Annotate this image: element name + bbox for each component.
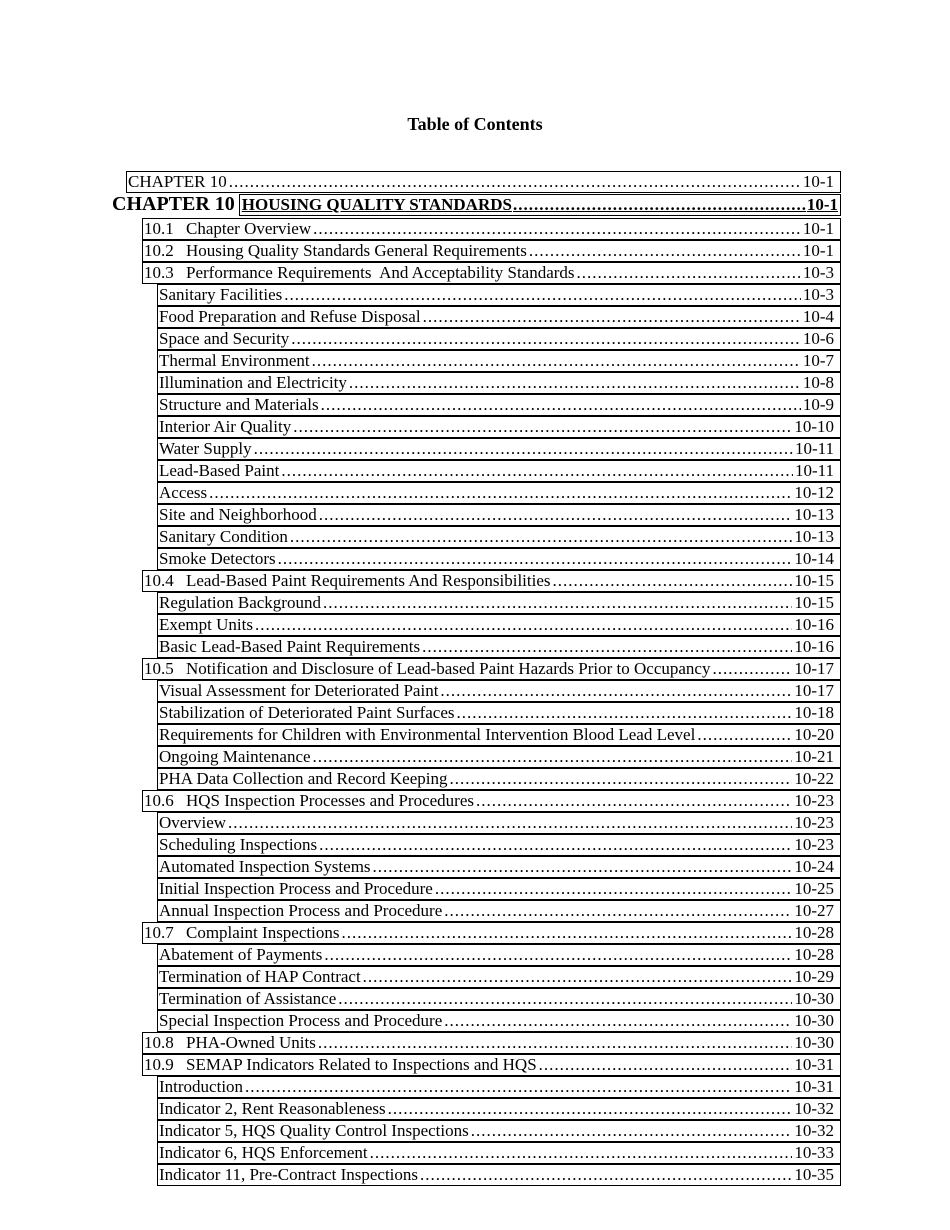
toc-entry-title: Food Preparation and Refuse Disposal <box>159 307 421 326</box>
toc-entry-page: 10-30 <box>794 1011 834 1030</box>
dot-leader <box>319 835 792 855</box>
toc-entry-page: 10-12 <box>794 483 834 502</box>
toc-section-entry[interactable] <box>142 1032 841 1054</box>
toc-entry-page: 10-8 <box>802 373 834 392</box>
toc-subsection-entry[interactable] <box>157 1010 841 1032</box>
toc-entry-number: 10.9 <box>144 1055 174 1074</box>
toc-subsection-entry[interactable] <box>157 812 841 834</box>
toc-entry-label <box>158 879 433 899</box>
toc-entry-page: 10-20 <box>794 725 834 744</box>
dot-leader <box>388 1099 793 1119</box>
toc-entry-page: 10-1 <box>802 241 834 260</box>
toc-entry-page: 10-27 <box>794 901 834 920</box>
toc-subsection-entry[interactable] <box>157 768 841 790</box>
toc-entry-title: Indicator 11, Pre-Contract Inspections <box>159 1165 419 1184</box>
toc-subsection-entry[interactable] <box>157 328 841 350</box>
toc-entry-label <box>158 549 276 569</box>
toc-entry-page: 10-28 <box>794 923 834 942</box>
toc-entry-page: 10-24 <box>794 857 834 876</box>
dot-leader <box>422 637 792 657</box>
chapter-heading-title-box <box>239 194 841 216</box>
toc-entry-label <box>158 747 311 767</box>
toc-entry-page: 10-13 <box>794 505 834 524</box>
toc-entry-title: Overview <box>159 813 227 832</box>
toc-section-entry[interactable] <box>142 240 841 262</box>
toc-entry-label <box>158 527 288 547</box>
toc-entry-label <box>143 1033 316 1053</box>
toc-entry-label <box>143 1055 537 1075</box>
toc-entry-title: Indicator 5, HQS Quality Control Inspections <box>159 1121 469 1140</box>
toc-subsection-entry[interactable] <box>157 680 841 702</box>
dot-leader <box>313 747 793 767</box>
toc-entry-title: Thermal Environment <box>159 351 310 370</box>
toc-entry-title: Water Supply <box>159 439 252 458</box>
dot-leader <box>476 791 792 811</box>
dot-leader <box>529 241 801 261</box>
dot-leader <box>440 681 792 701</box>
dot-leader <box>281 461 793 481</box>
toc-section-entry[interactable] <box>142 922 841 944</box>
toc-entry-label <box>158 1143 368 1163</box>
toc-entry-title: Chapter Overview <box>186 219 312 238</box>
toc-entry-title: Exempt Units <box>159 615 253 634</box>
toc-entry-number: 10.7 <box>144 923 174 942</box>
toc-entry-number: 10.3 <box>144 263 174 282</box>
toc-subsection-entry[interactable] <box>157 1120 841 1142</box>
toc-entry-page: 10-29 <box>794 967 834 986</box>
toc-subsection-entry[interactable] <box>157 636 841 658</box>
toc-entry-title: Performance Requirements And Acceptability Standards <box>186 263 575 282</box>
toc-entry-page: 10-11 <box>794 439 834 458</box>
toc-subsection-entry[interactable] <box>157 438 841 460</box>
toc-subsection-entry[interactable] <box>157 460 841 482</box>
dot-leader <box>323 593 792 613</box>
toc-entry-page: 10-16 <box>794 615 834 634</box>
dot-leader <box>293 417 792 437</box>
toc-entry-title: Termination of HAP Contract <box>159 967 361 986</box>
dot-leader <box>209 483 792 503</box>
toc-subsection-entry[interactable] <box>157 592 841 614</box>
dot-leader <box>349 373 801 393</box>
toc-entry-title: Notification and Disclosure of Lead-based Paint Hazards Prior to Occupancy <box>186 659 711 678</box>
toc-entry-title: Housing Quality Standards General Requirements <box>186 241 527 260</box>
toc-entry-title: Scheduling Inspections <box>159 835 318 854</box>
toc-entry-page: 10-30 <box>794 989 834 1008</box>
toc-entry-label <box>158 901 442 921</box>
toc-subsection-entry[interactable] <box>157 834 841 856</box>
toc-entry-number: 10.2 <box>144 241 174 260</box>
dot-leader <box>341 923 792 943</box>
toc-entry-label <box>158 329 289 349</box>
toc-entry-title: Stabilization of Deteriorated Paint Surfaces <box>159 703 455 722</box>
toc-entry-title: Smoke Detectors <box>159 549 276 568</box>
dot-leader <box>539 1055 793 1075</box>
toc-entry-label <box>143 571 551 591</box>
dot-leader <box>254 439 793 459</box>
toc-entry-page: 10-4 <box>802 307 834 326</box>
dot-leader <box>449 769 792 789</box>
toc-entry-label <box>158 769 447 789</box>
toc-entry-title: Visual Assessment for Deteriorated Paint <box>159 681 439 700</box>
chapter-heading-title: HOUSING QUALITY STANDARDS <box>241 195 512 214</box>
chapter-heading[interactable] <box>112 192 841 216</box>
toc-entry-page: 10-15 <box>794 593 834 612</box>
toc-entry-title: Illumination and Electricity <box>159 373 347 392</box>
toc-entry-label <box>158 351 310 371</box>
toc-entry-label <box>158 439 252 459</box>
toc-entry-title: Special Inspection Process and Procedure <box>159 1011 443 1030</box>
toc-entry-label <box>158 1077 243 1097</box>
toc-entry-title: PHA-Owned Units <box>186 1033 316 1052</box>
dot-leader <box>245 1077 792 1097</box>
toc-subsection-entry[interactable] <box>157 966 841 988</box>
dot-leader <box>712 659 792 679</box>
toc-entry-title: Termination of Assistance <box>159 989 337 1008</box>
toc-entry-title: Requirements for Children with Environmental Intervention Blood Lead Level <box>159 725 696 744</box>
toc-entry-number: 10.5 <box>144 659 174 678</box>
dot-leader <box>457 703 793 723</box>
dot-leader <box>229 172 801 192</box>
toc-entry-page: 10-18 <box>794 703 834 722</box>
toc-entry-page: 10-31 <box>794 1055 834 1074</box>
toc-entry-label <box>158 483 207 503</box>
toc-section-entry[interactable] <box>142 570 841 592</box>
dot-leader <box>291 329 801 349</box>
toc-entry-title: Lead-Based Paint Requirements And Responsibilities <box>186 571 551 590</box>
toc-entry-title: Ongoing Maintenance <box>159 747 311 766</box>
toc-entry-title: Access <box>159 483 208 502</box>
toc-subsection-entry[interactable] <box>157 614 841 636</box>
toc-entry-title: Automated Inspection Systems <box>159 857 371 876</box>
page-title: Table of Contents <box>407 114 543 134</box>
toc-entry-label <box>143 791 474 811</box>
toc-entry-title: Introduction <box>159 1077 244 1096</box>
toc-subsection-entry[interactable] <box>157 1076 841 1098</box>
toc-subsection-entry[interactable] <box>157 350 841 372</box>
toc-entry-number: 10.6 <box>144 791 174 810</box>
dot-leader <box>290 527 792 547</box>
toc-entry-label <box>158 417 291 437</box>
toc-entry-title: Lead-Based Paint <box>159 461 280 480</box>
toc-entry-label <box>158 637 420 657</box>
toc-entry-title: Indicator 6, HQS Enforcement <box>159 1143 368 1162</box>
dot-leader <box>697 725 792 745</box>
toc-entry-title: Basic Lead-Based Paint Requirements <box>159 637 421 656</box>
toc-entry-label <box>158 395 319 415</box>
dot-leader <box>313 219 801 239</box>
toc-entry-page: 10-23 <box>794 813 834 832</box>
dot-leader <box>321 395 801 415</box>
toc-subsection-entry[interactable] <box>157 724 841 746</box>
toc-entry-title: Abatement of Payments <box>159 945 323 964</box>
toc-entry-label <box>143 923 339 943</box>
toc-entry-page: 10-23 <box>794 835 834 854</box>
toc-subsection-entry[interactable] <box>157 856 841 878</box>
toc-section-entry[interactable] <box>142 790 841 812</box>
toc-subsection-entry[interactable] <box>157 548 841 570</box>
toc-entry-page: 10-17 <box>794 681 834 700</box>
toc-entry-label <box>158 1165 418 1185</box>
toc-entry-label <box>158 1121 469 1141</box>
toc-entry-page: 10-3 <box>802 285 834 304</box>
toc-entry-label <box>158 681 438 701</box>
toc-entry-page: 10-1 <box>802 172 834 191</box>
toc-entry-label <box>158 945 322 965</box>
toc-entry-label <box>143 659 710 679</box>
dot-leader <box>319 505 793 525</box>
toc-entry-title: Indicator 2, Rent Reasonableness <box>159 1099 386 1118</box>
toc-entry-title: Site and Neighborhood <box>159 505 317 524</box>
toc-entry-label: CHAPTER 10 <box>128 172 227 191</box>
dot-leader <box>255 615 792 635</box>
toc-entry-page: 10-22 <box>794 769 834 788</box>
dot-leader <box>278 549 793 569</box>
toc-section-entry[interactable] <box>142 658 841 680</box>
toc-entry-label <box>158 373 347 393</box>
toc-entry-number: 10.4 <box>144 571 174 590</box>
toc-entry-page: 10-33 <box>794 1143 834 1162</box>
toc-entry-label <box>158 967 361 987</box>
dot-leader <box>324 945 792 965</box>
toc-subsection-entry[interactable] <box>157 1142 841 1164</box>
toc-entry-title: Interior Air Quality <box>159 417 292 436</box>
toc-subsection-entry[interactable] <box>157 416 841 438</box>
toc-entry-page: 10-1 <box>802 219 834 238</box>
toc-entry-label <box>158 285 282 305</box>
toc-entry-label <box>158 813 226 833</box>
toc-entry-label <box>158 1099 386 1119</box>
toc-entry-page: 10-23 <box>794 791 834 810</box>
toc-subsection-entry[interactable] <box>157 306 841 328</box>
dot-leader <box>318 1033 792 1053</box>
toc-subsection-entry[interactable] <box>157 526 841 548</box>
toc-entry-label <box>158 505 317 525</box>
toc-entry-number: 10.8 <box>144 1033 174 1052</box>
toc-entry-page: 10-28 <box>794 945 834 964</box>
dot-leader <box>471 1121 793 1141</box>
toc-entry-page: 10-30 <box>794 1033 834 1052</box>
toc-subsection-entry[interactable] <box>157 746 841 768</box>
toc-entry-title: Sanitary Facilities <box>159 285 283 304</box>
toc-entry-page: 10-31 <box>794 1077 834 1096</box>
toc-entry-label <box>143 219 311 239</box>
dot-leader <box>553 571 793 591</box>
chapter-heading-page: 10-1 <box>806 195 838 214</box>
toc-entry-label <box>158 835 317 855</box>
toc-entry-label <box>158 461 279 481</box>
dot-leader <box>228 813 792 833</box>
dot-leader <box>370 1143 793 1163</box>
toc-entry-page: 10-13 <box>794 527 834 546</box>
toc-subsection-entry[interactable] <box>157 482 841 504</box>
toc-entry-title: Sanitary Condition <box>159 527 288 546</box>
toc-entry-label <box>158 725 695 745</box>
dot-leader <box>513 195 806 215</box>
toc-entry-label <box>158 703 455 723</box>
dot-leader <box>312 351 801 371</box>
toc-section-entry[interactable] <box>142 1054 841 1076</box>
toc-entry-page: 10-10 <box>794 417 834 436</box>
chapter-heading-label: CHAPTER 10 <box>112 193 235 215</box>
toc-subsection-entry[interactable] <box>157 394 841 416</box>
dot-leader <box>435 879 793 899</box>
toc-entry-page: 10-15 <box>794 571 834 590</box>
toc-entry-title: SEMAP Indicators Related to Inspections and HQS <box>186 1055 537 1074</box>
toc-entry-page: 10-21 <box>794 747 834 766</box>
toc-entry-title: Structure and Materials <box>159 395 319 414</box>
toc-entry-label <box>143 241 527 261</box>
toc-entry-page: 10-32 <box>794 1121 834 1140</box>
toc-subsection-entry[interactable] <box>157 284 841 306</box>
toc-entry-page: 10-32 <box>794 1099 834 1118</box>
toc-subsection-entry[interactable] <box>157 988 841 1010</box>
toc-entry-label <box>158 307 421 327</box>
toc-entry-page: 10-14 <box>794 549 834 568</box>
dot-leader <box>373 857 793 877</box>
toc-subsection-entry[interactable] <box>157 1164 841 1186</box>
toc-entry-title: HQS Inspection Processes and Procedures <box>186 791 474 810</box>
toc-entry-chapter[interactable] <box>126 171 841 193</box>
toc-entry-page: 10-3 <box>802 263 834 282</box>
dot-leader <box>444 901 792 921</box>
toc-subsection-entry[interactable] <box>157 504 841 526</box>
toc-entry-title: Regulation Background <box>159 593 321 612</box>
toc-subsection-entry[interactable] <box>157 372 841 394</box>
toc-entry-page: 10-17 <box>794 659 834 678</box>
toc-entry-label <box>143 263 575 283</box>
toc-entry-page: 10-11 <box>794 461 834 480</box>
toc-entry-title: Space and Security <box>159 329 290 348</box>
toc-entry-label <box>158 989 336 1009</box>
toc-subsection-entry[interactable] <box>157 944 841 966</box>
toc-subsection-entry[interactable] <box>157 900 841 922</box>
toc-entry-label <box>158 1011 442 1031</box>
toc-entry-page: 10-7 <box>802 351 834 370</box>
toc-subsection-entry[interactable] <box>157 878 841 900</box>
toc-section-entry[interactable] <box>142 218 841 240</box>
toc-section-entry[interactable] <box>142 262 841 284</box>
toc-entry-title: Annual Inspection Process and Procedure <box>159 901 443 920</box>
toc-entry-title: Complaint Inspections <box>186 923 340 942</box>
toc-subsection-entry[interactable] <box>157 1098 841 1120</box>
dot-leader <box>444 1011 792 1031</box>
dot-leader <box>420 1165 792 1185</box>
dot-leader <box>423 307 801 327</box>
toc-entry-page: 10-9 <box>802 395 834 414</box>
dot-leader <box>577 263 801 283</box>
dot-leader <box>284 285 801 305</box>
toc-subsection-entry[interactable] <box>157 702 841 724</box>
toc-entry-title: PHA Data Collection and Record Keeping <box>159 769 448 788</box>
toc-entry-page: 10-25 <box>794 879 834 898</box>
toc-entry-page: 10-6 <box>802 329 834 348</box>
toc-entry-label <box>158 857 371 877</box>
toc-entry-label <box>158 593 321 613</box>
dot-leader <box>338 989 792 1009</box>
toc-entry-number: 10.1 <box>144 219 174 238</box>
toc-entry-label <box>158 615 253 635</box>
toc-entry-page: 10-35 <box>794 1165 834 1184</box>
toc-entry-title: Initial Inspection Process and Procedure <box>159 879 433 898</box>
dot-leader <box>363 967 793 987</box>
toc-entry-page: 10-16 <box>794 637 834 656</box>
